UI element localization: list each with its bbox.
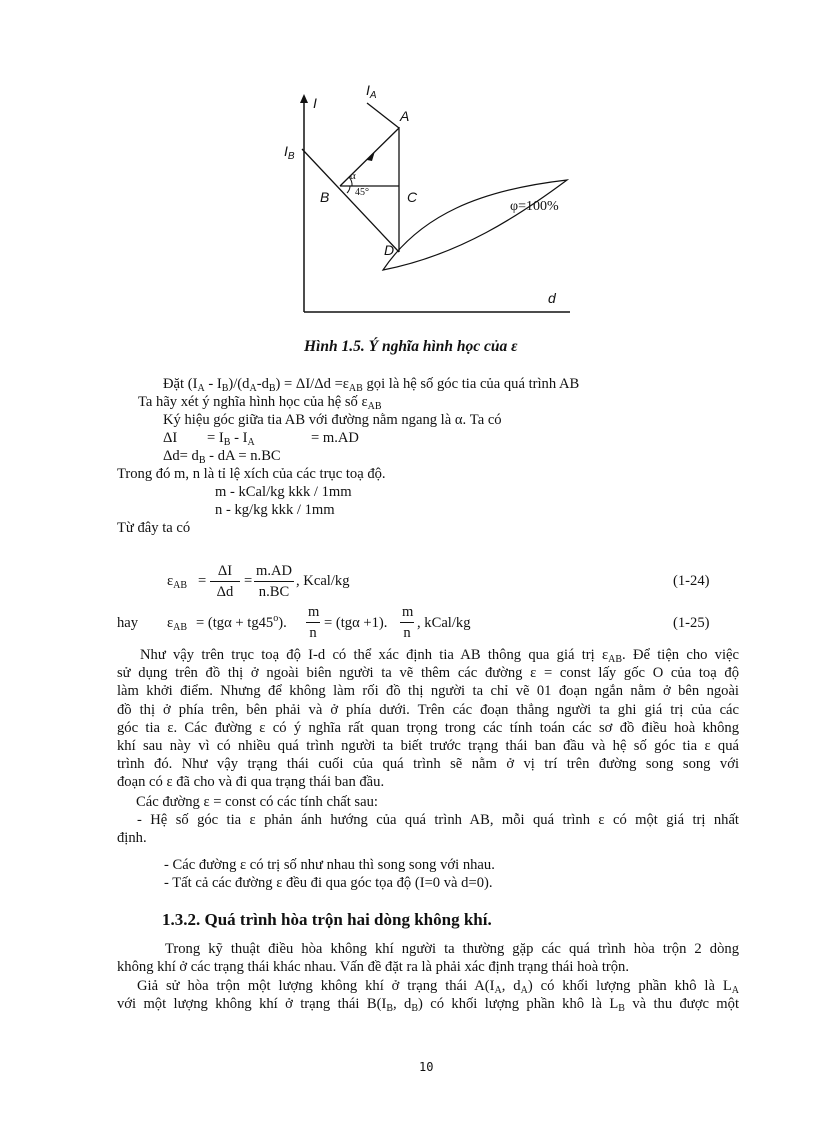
i-axis-arrow xyxy=(300,94,308,103)
line-angle-notation: Ký hiệu góc giữa tia AB với đường nằm ngang là α. Ta có xyxy=(163,412,502,428)
page-number: 10 xyxy=(419,1060,434,1074)
label-point-a: A xyxy=(400,108,410,124)
property-1: - Hệ số góc tia ε phản ánh hướng của quá trình AB, mỗi quá trình ε có một giá trị nhất định. xyxy=(117,812,739,847)
paragraph-epsilon-lines: Như vậy trên trục toạ độ I-d có thể xác định tia AB thông qua giá trị $\varepsilon_{AB}$. Để tiện cho việc sử dụng trên đồ thị ở ngoài biên người ta vẽ thêm các đường ε = const lấy gốc O của toạ độ làm khởi điểm. Nhưng để không làm rối đồ thị người ta chỉ vẽ 01 đoạn ngắn nằm ở bên ngoài đồ thị ở phía trên, bên phải và ở phía dưới. Trên các đoạn thẳng người ta ghi giá trị của các góc tia ε. Các đường ε có ý nghĩa rất quan trọng trong các tính toán các sơ đồ điều hoà không khí sau này vì có nhiều quá trình người ta biết trước trạng thái ban đầu và hệ số góc tia ε quá trình đó. Như vậy trạng thái cuối của quá trình sẽ nằm ở vị trí trên đường song song với đoạn có ε đã cho và đi qua trạng thái ban đầu. xyxy=(117,647,739,791)
figure-caption: Hình 1.5. Ý nghĩa hình học của ε xyxy=(304,338,518,355)
section-heading: 1.3.2. Quá trình hòa trộn hai dòng không khí. xyxy=(162,910,492,929)
equation-number-1-25: (1-25) xyxy=(673,615,710,631)
label-i-axis: I xyxy=(313,95,317,111)
label-alpha: α xyxy=(350,170,356,182)
line-geometric-meaning: Ta hãy xét ý nghĩa hình học của hệ số $\varepsilon_{AB}$ xyxy=(138,394,382,412)
line-scale-n: n - kg/kg kkk / 1mm xyxy=(215,502,335,518)
label-d-axis: d xyxy=(548,290,556,306)
label-point-d: D xyxy=(384,242,395,258)
line-from-here: Từ đây ta có xyxy=(117,520,191,536)
line-scale-m: m - kCal/kg kkk / 1mm xyxy=(215,484,352,500)
paragraph-mixing-intro: Trong kỹ thuật điều hòa không khí người ta thường gặp các quá trình hòa trộn 2 dòng không khí ở các trạng thái khác nhau. Vấn đề đặt ra là phải xác định trạng thái hoà trộn. xyxy=(117,941,739,976)
angle45-arc xyxy=(347,186,350,193)
ray-arrow xyxy=(367,151,375,161)
label-point-c: C xyxy=(407,189,418,205)
label-point-b: B xyxy=(320,189,330,205)
properties-intro: Các đường ε = const có các tính chất sau: xyxy=(136,794,378,810)
equation-number-1-24: (1-24) xyxy=(673,573,710,589)
property-3: - Tất cả các đường ε đều đi qua góc tọa độ (I=0 và d=0). xyxy=(164,875,493,891)
property-2: - Các đường ε có trị số như nhau thì song song với nhau. xyxy=(164,857,495,873)
line-ib-d xyxy=(302,149,399,252)
line-delta-d: $\Delta d= d_B$ - dA = n.BC xyxy=(163,448,281,466)
label-45deg: 45° xyxy=(355,187,369,198)
line-scale: Trong đó m, n là tỉ lệ xích của các trục toạ độ. xyxy=(117,466,386,482)
line-delta-i: ΔI = $I_B - I_A$ = m.AD xyxy=(163,430,359,448)
i-d-diagram xyxy=(0,0,816,340)
label-ib: $I_B$ xyxy=(284,143,295,162)
label-ia: $I_A$ xyxy=(366,82,377,101)
paragraph-mixing-setup: Giả sử hòa trộn một lượng không khí ở trạng thái $A(I_A$, $d_A$) có khối lượng phần khô là $L_A$ với một lượng không khí ở trạng thái $B(I_B$, $d_B$) có khối lượng phần khô là $L_B$ và thu được một xyxy=(117,978,740,1015)
line-ia-a xyxy=(367,103,399,128)
label-phi: φ=100% xyxy=(510,199,559,214)
line-definition: Đặt $(I_A - I_B)/(d_A-d_B) = \Delta I/\Delta d =\varepsilon_{AB}$ gọi là hệ số góc tia của quá trình AB xyxy=(163,376,580,394)
